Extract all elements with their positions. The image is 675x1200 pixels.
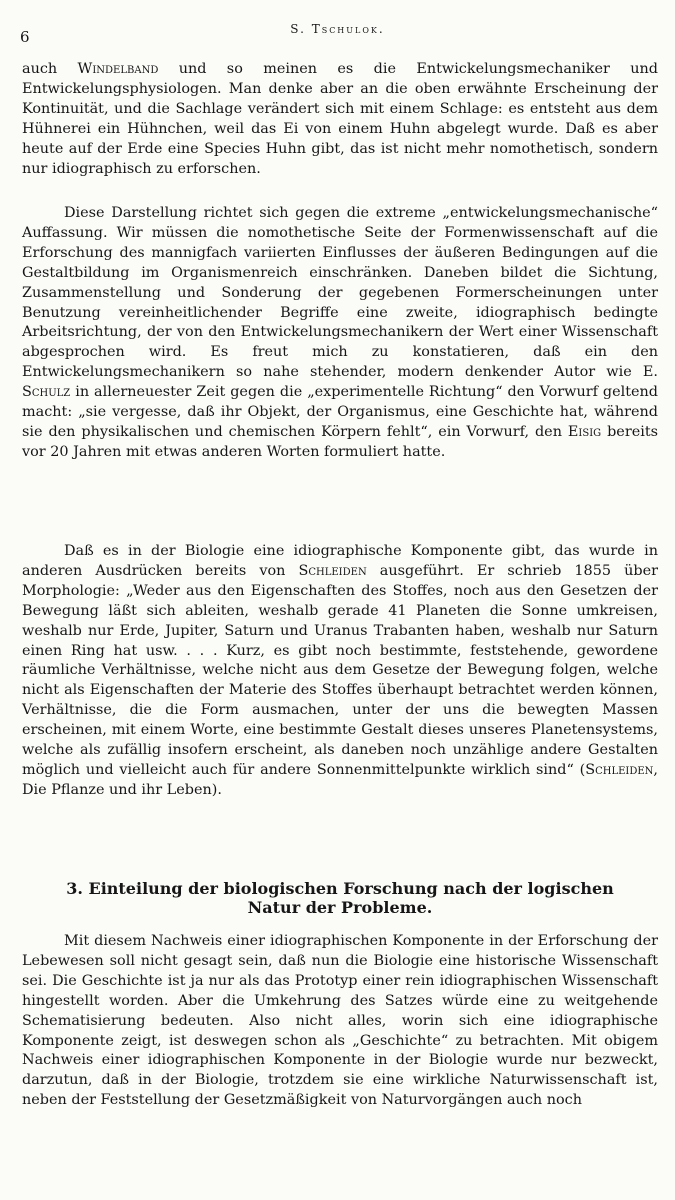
text-run: in allerneuester Zeit gegen die „experimentelle Richtung“ den Vorwurf geltend macht: „sie vergesse, daß ihr Objekt, der Organismus, eine Geschichte hat, während sie den physikalischen und chemischen Körpern fehlt“, ein Vorwurf, den: [22, 384, 658, 440]
author-name: Windelband: [77, 61, 159, 77]
text-run: bereits vor 20 Jahren mit etwas anderen Worten formuliert hatte.: [22, 423, 658, 460]
running-title: S. Tschulok.: [290, 22, 385, 36]
paragraph-critique: [22, 204, 658, 463]
author-name: Schulz: [22, 384, 71, 401]
paragraph-schleiden-quote: [22, 542, 658, 801]
page-number: 6: [20, 28, 30, 46]
paragraph-text: [22, 204, 658, 463]
running-header: [20, 22, 655, 44]
paragraph-text: [22, 542, 658, 801]
text-run: auch: [22, 61, 78, 77]
section-heading-line: Natur der Probleme.: [247, 898, 433, 917]
text-run: ausgeführt. Er schrieb 1855 über Morphologie: „Weder aus den Eigenschaften des Stoffes, noch aus den Gesetzen der Bewegung läßt sich ableiten, weshalb gerade 41 Planeten die Sonne umkreisen, weshalb nur Erde, Jupiter, Saturn und Uranus Trabanten haben, weshalb nur Saturn einen Ring hat usw. . . . Kurz, es gibt noch bestimmte, feststehende, gewordene räumliche Verhältnisse, welche nicht aus dem Gesetze der Bewegung folgen, welche nicht als Eigenschaften der Materie des Stoffes überhaupt betrachtet werden können, Verhältnisse, die die Form ausmachen, unter der uns die bewegten Massen erscheinen, mit einem Worte, eine bestimmte Gestalt dieses unseres Planetensystems, welche als zufällig insofern erscheint, als daneben noch unzählige andere Gestalten möglich und vielleicht auch für andere Sonnenmittelpunkte wirklich sind“ (: [22, 562, 658, 778]
text-run: Diese Darstellung richtet sich gegen die extreme „entwickelungsmechanische“ Auffassung. Wir müssen die nomothetische Seite der Formenwissenschaft auf die Erforschung des mannigfach variierten Einflusses der äußeren Bedingungen auf die Gestaltbildung im Organismenreich einschränken. Daneben bildet die Sichtung, Zusammenstellung und Sonderung der gegebenen Formerscheinungen unter Benutzung vereinheitlichender Begriffe eine zweite, idiographisch bedingte Arbeitsrichtung, der von den Entwickelungsmechanikern der Wert einer Wissenschaft abgesprochen wird. Es freut mich zu konstatieren, daß ein den Entwickelungsmechanikern so nahe stehender, modern denkender Autor wie E.: [22, 205, 658, 381]
paragraph-section-3: [22, 932, 658, 1111]
paragraph-text: [22, 60, 658, 179]
section-heading: [22, 879, 658, 917]
paragraph-text: Mit diesem Nachweis einer idiographischen Komponente in der Erforschung der Lebewesen soll nicht gesagt sein, daß nun die Biologie eine historische Wissenschaft sei. Die Geschichte ist ja nur als das Prototyp einer rein idiographischen Wissenschaft hingestellt worden. Aber die Umkehrung des Satzes würde eine zu weitgehende Schematisierung bedeuten. Also nicht alles, worin sich eine idiographische Komponente zeigt, ist deswegen schon als „Geschichte“ zu betrachten. Mit obigem Nachweis einer idiographischen Komponente in der Biologie wurde nur bezweckt, darzutun, daß in der Biologie, trotzdem sie eine wirkliche Naturwissenschaft ist, neben der Feststellung der Gesetzmäßigkeit von Naturvorgängen auch noch: [22, 933, 658, 1109]
author-name: Schleiden: [585, 761, 654, 778]
author-name: Schleiden: [298, 562, 367, 579]
author-name: Eisig: [567, 423, 602, 440]
text-run: , Die Pflanze und ihr Leben).: [22, 761, 658, 798]
paragraph-continuation: [22, 60, 658, 179]
section-heading-line: 3. Einteilung der biologischen Forschung nach der logischen: [66, 879, 614, 898]
text-run: und so meinen es die Entwickelungsmechaniker und Entwickelungsphysiologen. Man denke aber an die oben erwähnte Erscheinung der Kontinuität, und die Sachlage verändert sich mit einem Schlage: es entsteht aus dem Hühnerei ein Hühnchen, weil das Ei von einem Huhn abgelegt wurde. Daß es aber heute auf der Erde eine Species Huhn gibt, das ist nicht mehr nomothetisch, sondern nur idiographisch zu erforschen.: [22, 61, 659, 177]
text-run: Daß es in der Biologie eine idiographische Komponente gibt, das wurde in anderen Ausdrücken bereits von: [22, 543, 658, 579]
